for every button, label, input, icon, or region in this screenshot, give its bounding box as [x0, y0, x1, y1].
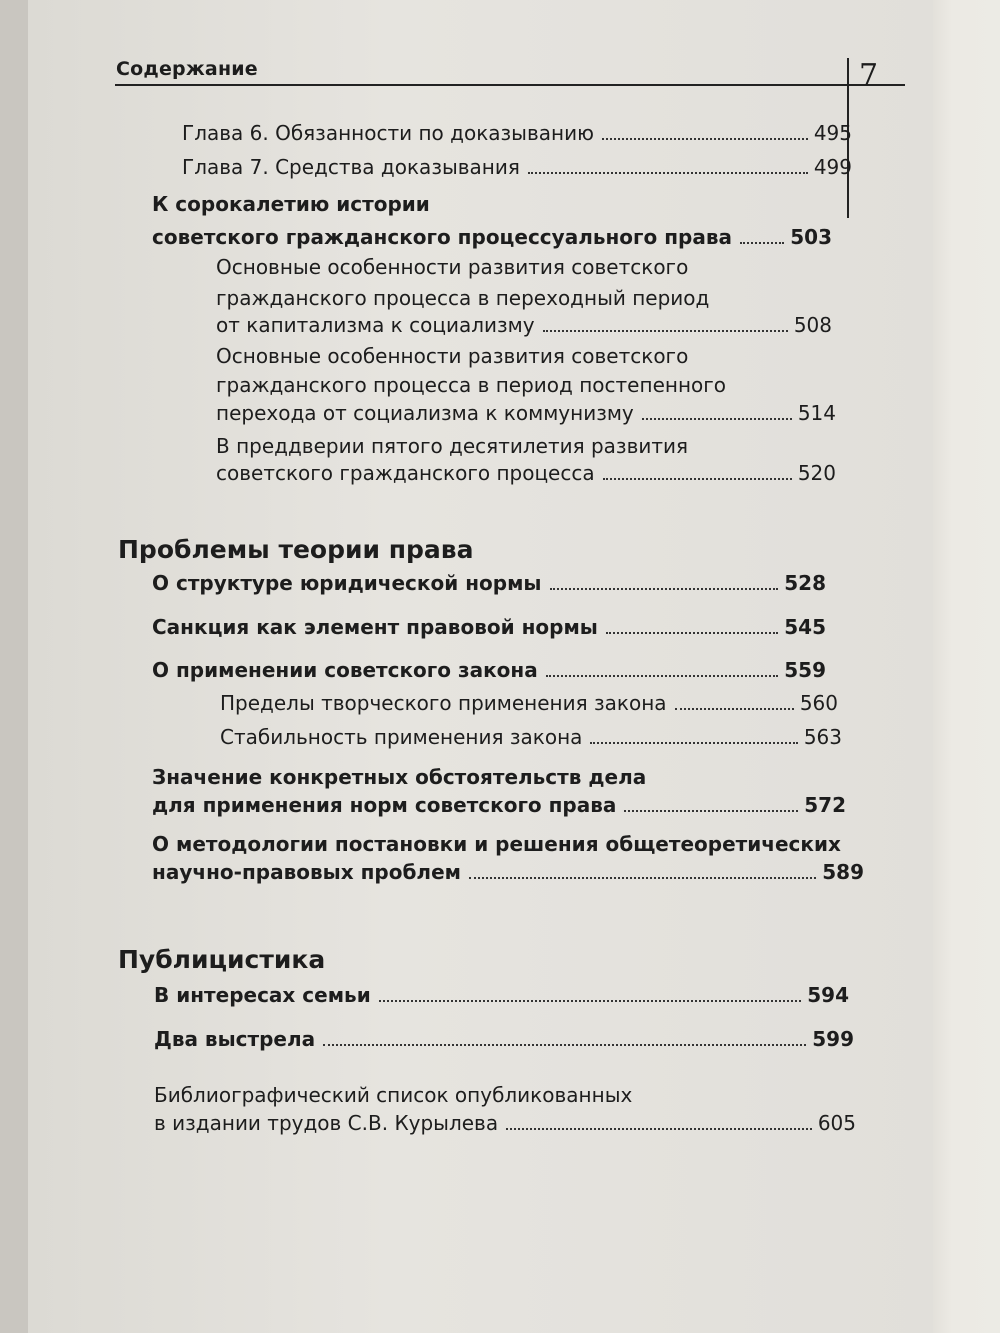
- section-title-theory: Проблемы теории права: [118, 535, 474, 564]
- toc-entry-label: перехода от социализма к коммунизму: [216, 401, 634, 425]
- header-rule: [115, 84, 905, 86]
- toc-page-number: 528: [784, 571, 826, 595]
- toc-entry-label: советского гражданского процесса: [216, 461, 595, 485]
- toc-entry-circumstances: [152, 790, 846, 820]
- toc-entry-two-shots: [154, 1024, 854, 1054]
- dot-leader: [740, 242, 784, 244]
- dot-leader: [675, 708, 794, 710]
- book-page: [28, 0, 933, 1333]
- dot-leader: [528, 172, 808, 174]
- toc-page-number: 508: [793, 313, 832, 337]
- toc-page-number: 589: [822, 860, 864, 884]
- toc-entry-transitional-line1: Основные особенности развития советского: [216, 255, 689, 279]
- toc-entry-gradual-line2: гражданского процесса в период постепенного: [216, 373, 726, 397]
- dot-leader: [606, 632, 778, 634]
- toc-page-number: 514: [797, 401, 836, 425]
- running-header-title: Содержание: [116, 58, 258, 80]
- dot-leader: [323, 1044, 806, 1046]
- toc-entry-chapter7: [182, 152, 852, 182]
- toc-entry-label: советского гражданского процессуального права: [152, 225, 732, 249]
- toc-entry-label: Два выстрела: [154, 1027, 316, 1051]
- toc-entry-fifth-decade-line1: В преддверии пятого десятилетия развития: [216, 434, 689, 458]
- dot-leader: [624, 810, 798, 812]
- toc-entry-label: в издании трудов С.В. Курылева: [154, 1111, 499, 1135]
- dot-leader: [550, 588, 779, 590]
- toc-page-number: 495: [813, 121, 852, 145]
- toc-entry-label: Глава 6. Обязанности по доказыванию: [182, 121, 594, 145]
- toc-entry-application: [152, 655, 826, 685]
- dot-leader: [546, 675, 779, 677]
- toc-entry-chapter6: [182, 118, 852, 148]
- toc-entry-bibliography: [154, 1108, 856, 1138]
- toc-entry-label: Пределы творческого применения закона: [220, 691, 667, 715]
- toc-entry-transitional: [216, 310, 832, 340]
- toc-entry-gradual: [216, 398, 836, 428]
- toc-entry-label: от капитализма к социализму: [216, 313, 535, 337]
- toc-entry-anniversary: [152, 222, 832, 252]
- toc-entry-label: для применения норм советского права: [152, 793, 617, 817]
- toc-page-number: 520: [797, 461, 836, 485]
- toc-entry-label: О структуре юридической нормы: [152, 571, 542, 595]
- toc-entry-methodology-line1: О методологии постановки и решения общетеоретических: [152, 832, 841, 856]
- dot-leader: [506, 1128, 812, 1130]
- dot-leader: [642, 418, 792, 420]
- toc-page-number: 545: [784, 615, 826, 639]
- toc-entry-label: научно-правовых проблем: [152, 860, 461, 884]
- dot-leader: [602, 138, 808, 140]
- toc-page-number: 572: [804, 793, 846, 817]
- dot-leader: [469, 877, 816, 879]
- toc-page-number: 560: [799, 691, 838, 715]
- toc-entry-creative-limits: [220, 688, 838, 718]
- toc-entry-family: [154, 980, 849, 1010]
- toc-entry-circumstances-line1: Значение конкретных обстоятельств дела: [152, 765, 647, 789]
- dot-leader: [590, 742, 797, 744]
- toc-page-number: 499: [813, 155, 852, 179]
- toc-entry-methodology: [152, 857, 864, 887]
- toc-page-number: 559: [784, 658, 826, 682]
- toc-page-number: 599: [812, 1027, 854, 1051]
- dot-leader: [603, 478, 792, 480]
- toc-entry-transitional-line2: гражданского процесса в переходный период: [216, 286, 710, 310]
- section-title-publicism: Публицистика: [118, 945, 326, 974]
- toc-entry-gradual-line1: Основные особенности развития советского: [216, 344, 689, 368]
- toc-entry-sanction: [152, 612, 826, 642]
- toc-page-number: 594: [807, 983, 849, 1007]
- toc-entry-anniversary-line1: К сорокалетию истории: [152, 192, 430, 216]
- dot-leader: [543, 330, 788, 332]
- toc-entry-label: Санкция как элемент правовой нормы: [152, 615, 598, 639]
- dot-leader: [379, 1000, 802, 1002]
- toc-entry-bibliography-line1: Библиографический список опубликованных: [154, 1083, 633, 1107]
- toc-entry-norm-structure: [152, 568, 826, 598]
- toc-entry-stability: [220, 722, 842, 752]
- page-number: 7: [859, 58, 879, 93]
- toc-entry-label: Глава 7. Средства доказывания: [182, 155, 520, 179]
- toc-entry-label: В интересах семьи: [154, 983, 371, 1007]
- toc-page-number: 503: [790, 225, 832, 249]
- toc-entry-label: О применении советского закона: [152, 658, 538, 682]
- toc-entry-fifth-decade: [216, 458, 836, 488]
- toc-page-number: 605: [817, 1111, 856, 1135]
- toc-entry-label: Стабильность применения закона: [220, 725, 583, 749]
- toc-page-number: 563: [803, 725, 842, 749]
